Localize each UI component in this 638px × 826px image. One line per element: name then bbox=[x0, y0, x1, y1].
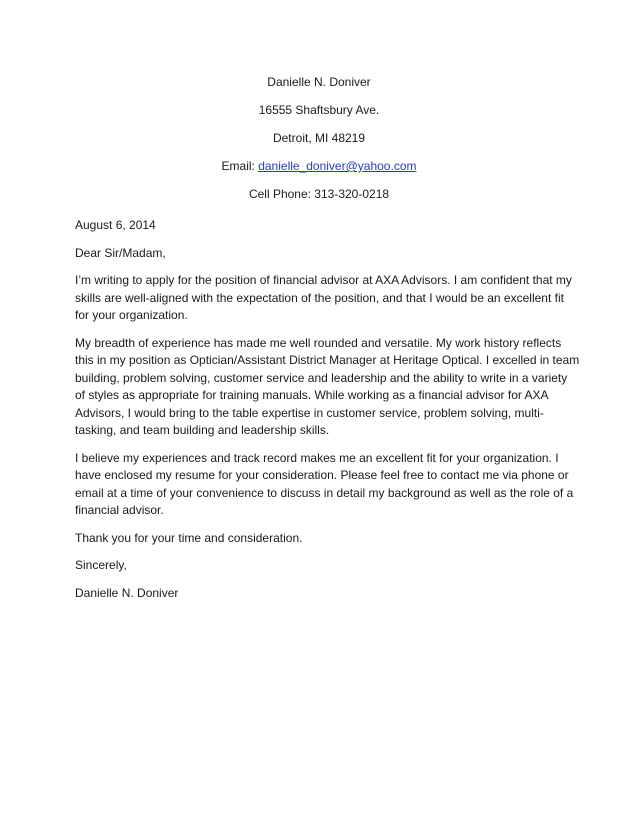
paragraph-line: financial advisor. bbox=[75, 503, 164, 517]
paragraph-line: of styles as appropriate for training manuals. While working as a financial advisor for AXA bbox=[75, 388, 549, 402]
letter-date: August 6, 2014 bbox=[75, 218, 156, 232]
closing: Sincerely, bbox=[75, 558, 127, 572]
paragraph-intro bbox=[75, 272, 572, 325]
email-link[interactable]: danielle_doniver@yahoo.com bbox=[258, 159, 417, 173]
letter-body bbox=[75, 217, 580, 612]
paragraph-line: building, problem solving, customer service and leadership and the ability to write in a variety bbox=[75, 370, 568, 385]
sender-street: 16555 Shaftsbury Ave. bbox=[258, 103, 380, 117]
sender-phone: Cell Phone: 313-320-0218 bbox=[248, 187, 390, 201]
paragraph-experience bbox=[75, 335, 580, 440]
paragraph-line: I believe my experiences and track record makes me an excellent fit for your organization. I bbox=[75, 450, 559, 465]
paragraph-line: Advisors, I would bring to the table expertise in customer service, problem solving, multi- bbox=[75, 405, 544, 420]
paragraph-line: have enclosed my resume for your consideration. Please feel free to contact me via phone or bbox=[75, 468, 569, 482]
paragraph-fit bbox=[75, 450, 574, 520]
sender-name: Danielle N. Doniver bbox=[267, 75, 371, 89]
sender-email-line bbox=[0, 158, 638, 174]
paragraph-line: I’m writing to apply for the position of financial advisor at AXA Advisors. I am confident that my bbox=[75, 273, 572, 287]
paragraph-line: tasking, and team building and leadership skills. bbox=[75, 423, 330, 437]
paragraph-line: email at a time of your convenience to discuss in detail my background as well as the role of a bbox=[75, 485, 574, 500]
letter-header bbox=[0, 74, 638, 202]
signature-name: Danielle N. Doniver bbox=[75, 585, 179, 600]
paragraph-line: this in my position as Optician/Assistant District Manager at Heritage Optical. I excelled in team bbox=[75, 353, 580, 367]
email-label: Email: bbox=[221, 159, 259, 173]
paragraph-line: My breadth of experience has made me well rounded and versatile. My work history reflects bbox=[75, 335, 562, 350]
paragraph-line: skills are well-aligned with the expectation of the position, and that I would be an excellent fit bbox=[75, 290, 564, 305]
paragraph-line: for your organization. bbox=[75, 308, 188, 322]
thanks-line: Thank you for your time and consideration. bbox=[75, 530, 303, 545]
salutation: Dear Sir/Madam, bbox=[75, 245, 166, 260]
sender-city: Detroit, MI 48219 bbox=[272, 131, 366, 145]
